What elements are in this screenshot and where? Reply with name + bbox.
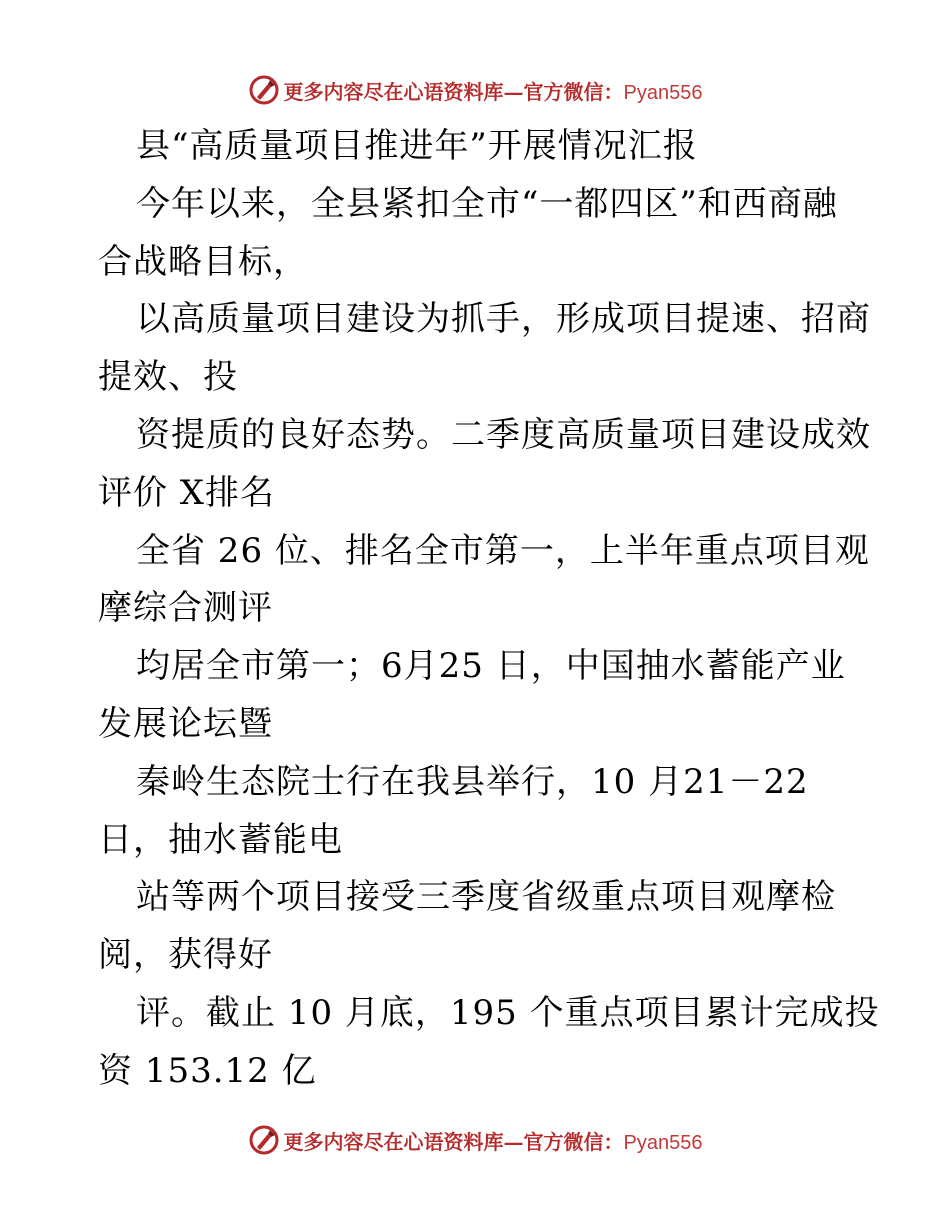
- header-banner: [0, 70, 950, 110]
- banner-text: 更多内容尽在心语资料库—官方微信：Pyan556: [283, 1129, 703, 1154]
- text-line: 站等两个项目接受三季度省级重点项目观摩检: [136, 877, 836, 918]
- document-body: [98, 118, 880, 1101]
- text-line: 资提质的良好态势。二季度高质量项目建设成效: [136, 414, 871, 455]
- footer-banner: [0, 1120, 950, 1160]
- text-line: 均居全市第一；6月25 日，中国抽水蓄能产业: [136, 646, 846, 687]
- pen-in-circle-logo-icon: [248, 1124, 280, 1156]
- text-line: 全省 26 位、排名全市第一，上半年重点项目观: [136, 530, 870, 571]
- text-line: 日，抽水蓄能电: [98, 819, 343, 860]
- text-line: 合战略目标，: [98, 241, 308, 282]
- pen-in-circle-logo-icon: [248, 74, 280, 106]
- banner-text: 更多内容尽在心语资料库—官方微信：Pyan556: [283, 79, 703, 104]
- text-line: 提效、投: [98, 357, 238, 398]
- text-line: 资 153.12 亿: [98, 1050, 317, 1091]
- text-line: 发展论坛暨: [98, 703, 273, 744]
- text-line: 秦岭生态院士行在我县举行，10 月21－22: [136, 761, 809, 802]
- text-line: 摩综合测评: [98, 588, 273, 629]
- text-line: 评价 X排名: [98, 472, 276, 513]
- text-line: 评。截止 10 月底，195 个重点项目累计完成投: [136, 992, 880, 1033]
- text-line: 县“高质量项目推进年”开展情况汇报: [136, 126, 698, 166]
- text-line: 阅，获得好: [98, 935, 273, 976]
- text-line: 以高质量项目建设为抓手，形成项目提速、招商: [136, 299, 871, 340]
- text-line: 今年以来，全县紧扣全市“一都四区”和西商融: [136, 183, 838, 224]
